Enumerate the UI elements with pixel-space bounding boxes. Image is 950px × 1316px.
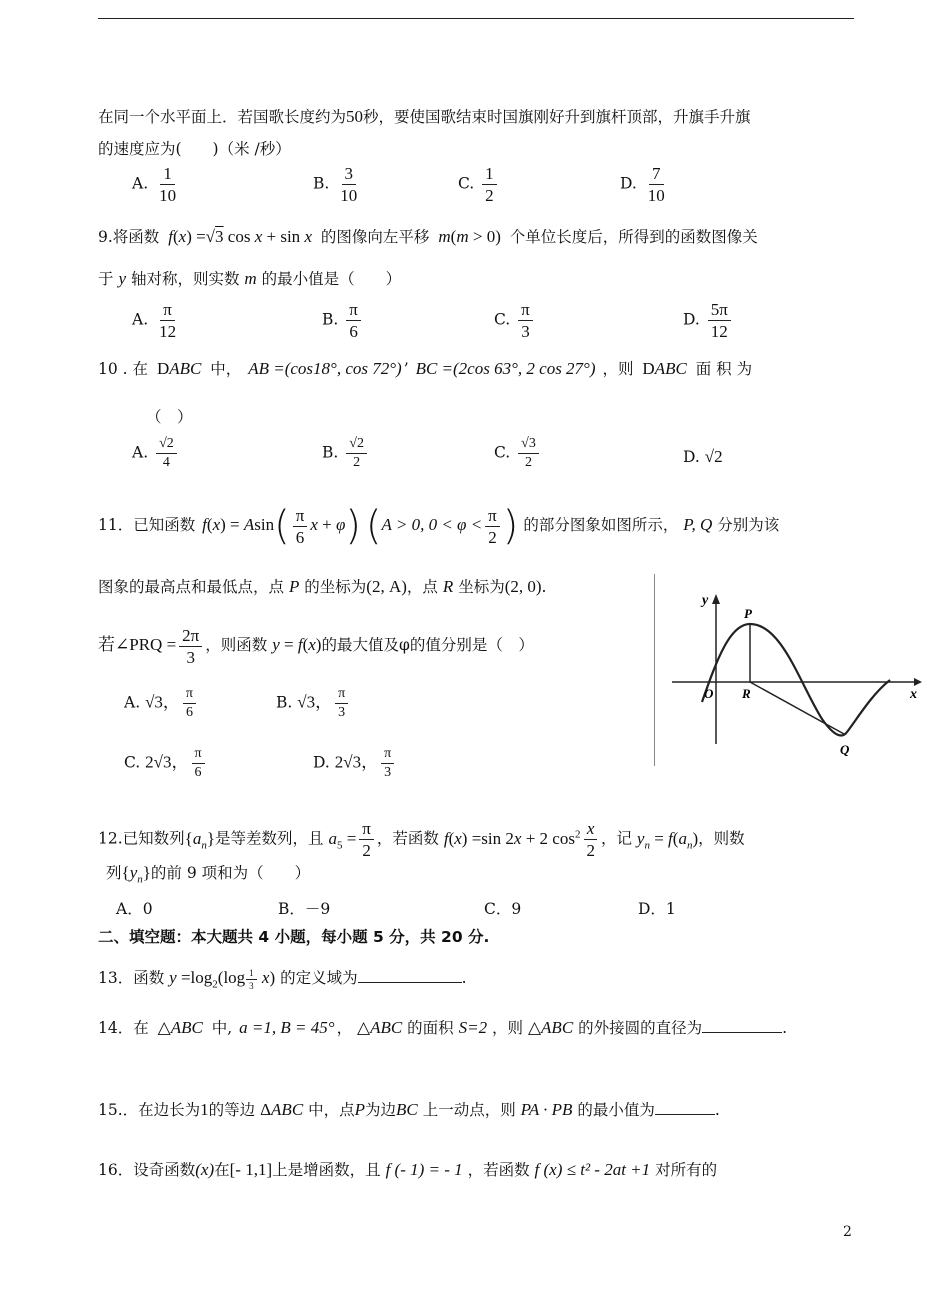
q16-line: 16．设奇函数(x)在[- 1,1]上是增函数，且 f (- 1) = - 1 ，若函数 f (x) ≤ t² - 2at +1 对所有的 — [98, 1160, 718, 1179]
header-rule — [98, 18, 854, 19]
q15-line: 15.．在边长为1的等边 ΔABC 中，点P为边BC 上一动点，则 PA · PB 的最小值为 . — [98, 1100, 720, 1119]
q10-option-b: B. $\frac{√2}{2}$ — [322, 436, 370, 471]
q11-option-c: C. 2√3， $\frac{\pi}{6}$ — [124, 746, 208, 781]
q11-line2: 图象的最高点和最低点，点 P 的坐标为(2, A)，点 R 坐标为(2, 0). — [98, 577, 547, 596]
x-axis-arrow — [914, 678, 922, 686]
q11-option-d: D. 2√3， $\frac{\pi}{3}$ — [313, 746, 397, 781]
segment-rq — [750, 682, 844, 734]
q8-option-a: A. $\frac{1}{10}$ — [132, 164, 177, 205]
q9-option-b: B. $\frac{\pi}{6}$ — [322, 300, 364, 341]
q15-answer-blank — [655, 1100, 715, 1115]
figure-divider — [654, 574, 655, 766]
q11-option-a: A. √3， $\frac{\pi}{6}$ — [124, 686, 199, 721]
label-y: y — [702, 593, 709, 608]
q8-option-b: B. $\frac{3}{10}$ — [313, 164, 358, 205]
section-fill-in-heading: 二、填空题：本大题共 4 小题，每小题 5 分，共 20 分. — [98, 928, 490, 946]
q11-sine-graph — [672, 584, 932, 764]
q8-option-d: D. $\frac{7}{10}$ — [620, 164, 665, 205]
q13-line: 13．函数 $y =\log_2(\log$ $\frac{1}{3}$ x) 的定义域为 . — [98, 967, 467, 991]
q9-line2: 于 y 轴对称，则实数 m 的最小值是（ ） — [98, 269, 402, 288]
q9-option-d: D. $\frac{5\pi}{12}$ — [683, 300, 734, 341]
q10-option-a: A. $\frac{√2}{4}$ — [132, 436, 180, 471]
q10-line1: 10 . 在 DABC 中， AB =(cos18°, cos 72°) ’ BC =(2cos 63°, 2 cos 27°) ，则 DABC 面 积 为 — [98, 359, 753, 378]
q9-line1: 9.将函数 f(x) =√3 cos x + sin x 的图像向左平移 m(m > 0) 个单位长度后，所得到的函数图像关 — [98, 227, 758, 246]
label-r: R — [742, 686, 751, 701]
q9-option-a: A. $\frac{\pi}{12}$ — [132, 300, 177, 341]
page-number: 2 — [843, 1224, 852, 1240]
q11-line1: 11．已知函数 f(x) = Asin( $\frac{\pi}{6}$ x + φ) (A > 0, 0 < φ < $\frac{\pi}{2}$ ) 的部分图象如图所示， P, Q 分别为该 — [98, 503, 780, 549]
q14-line: 14．在 △ABC 中, a =1, B = 45° ， △ABC 的面积 S=2 ，则 △ABC 的外接圆的直径为 . — [98, 1018, 788, 1037]
q10-option-c: C. $\frac{√3}{2}$ — [494, 436, 542, 471]
q14-answer-blank — [702, 1018, 782, 1033]
q12-option-d: D．1 — [638, 900, 676, 918]
q11-option-b: B. √3， $\frac{\pi}{3}$ — [276, 686, 351, 721]
q8-option-c: C. $\frac{1}{2}$ — [458, 164, 500, 205]
label-x: x — [910, 687, 917, 702]
sine-curve — [702, 624, 890, 736]
q9-option-c: C. $\frac{\pi}{3}$ — [494, 300, 536, 341]
y-axis-arrow — [712, 594, 720, 604]
q12-option-b: B．－9 — [278, 900, 331, 918]
q12-option-c: C．9 — [484, 900, 522, 918]
q11-line3: 若∠PRQ = $\frac{2\pi}{3}$ ，则函数 y = f(x)的最大值及φ的值分别是（ ） — [98, 625, 534, 667]
label-p: P — [744, 606, 752, 621]
q8-line2: 的速度应为( )（米 /秒） — [98, 140, 291, 158]
q10-option-d: D. √2 — [683, 447, 723, 466]
q8-line1: 在同一个水平面上．若国歌长度约为50秒，要使国歌结束时国旗刚好升到旗杆顶部，升旗手升旗 — [98, 107, 751, 126]
q13-answer-blank — [358, 968, 462, 983]
q12-option-a: A．0 — [116, 900, 153, 918]
q12-line1: 12.已知数列$\{a_n\}$是等差数列，且 $a_5$ = $\frac{\pi}{2}$ ，若函数 f(x) =sin 2x + 2 $\cos^2$ $\frac{x}{2}$ ，记 $y_n = f(a_n)$，则数 — [98, 819, 745, 861]
q10-paren: （ ） — [146, 408, 193, 426]
q12-line2: 列$\{y_n\}$的前 9 项和为（ ） — [106, 863, 311, 886]
label-o: O — [704, 686, 714, 701]
label-q: Q — [840, 742, 850, 757]
